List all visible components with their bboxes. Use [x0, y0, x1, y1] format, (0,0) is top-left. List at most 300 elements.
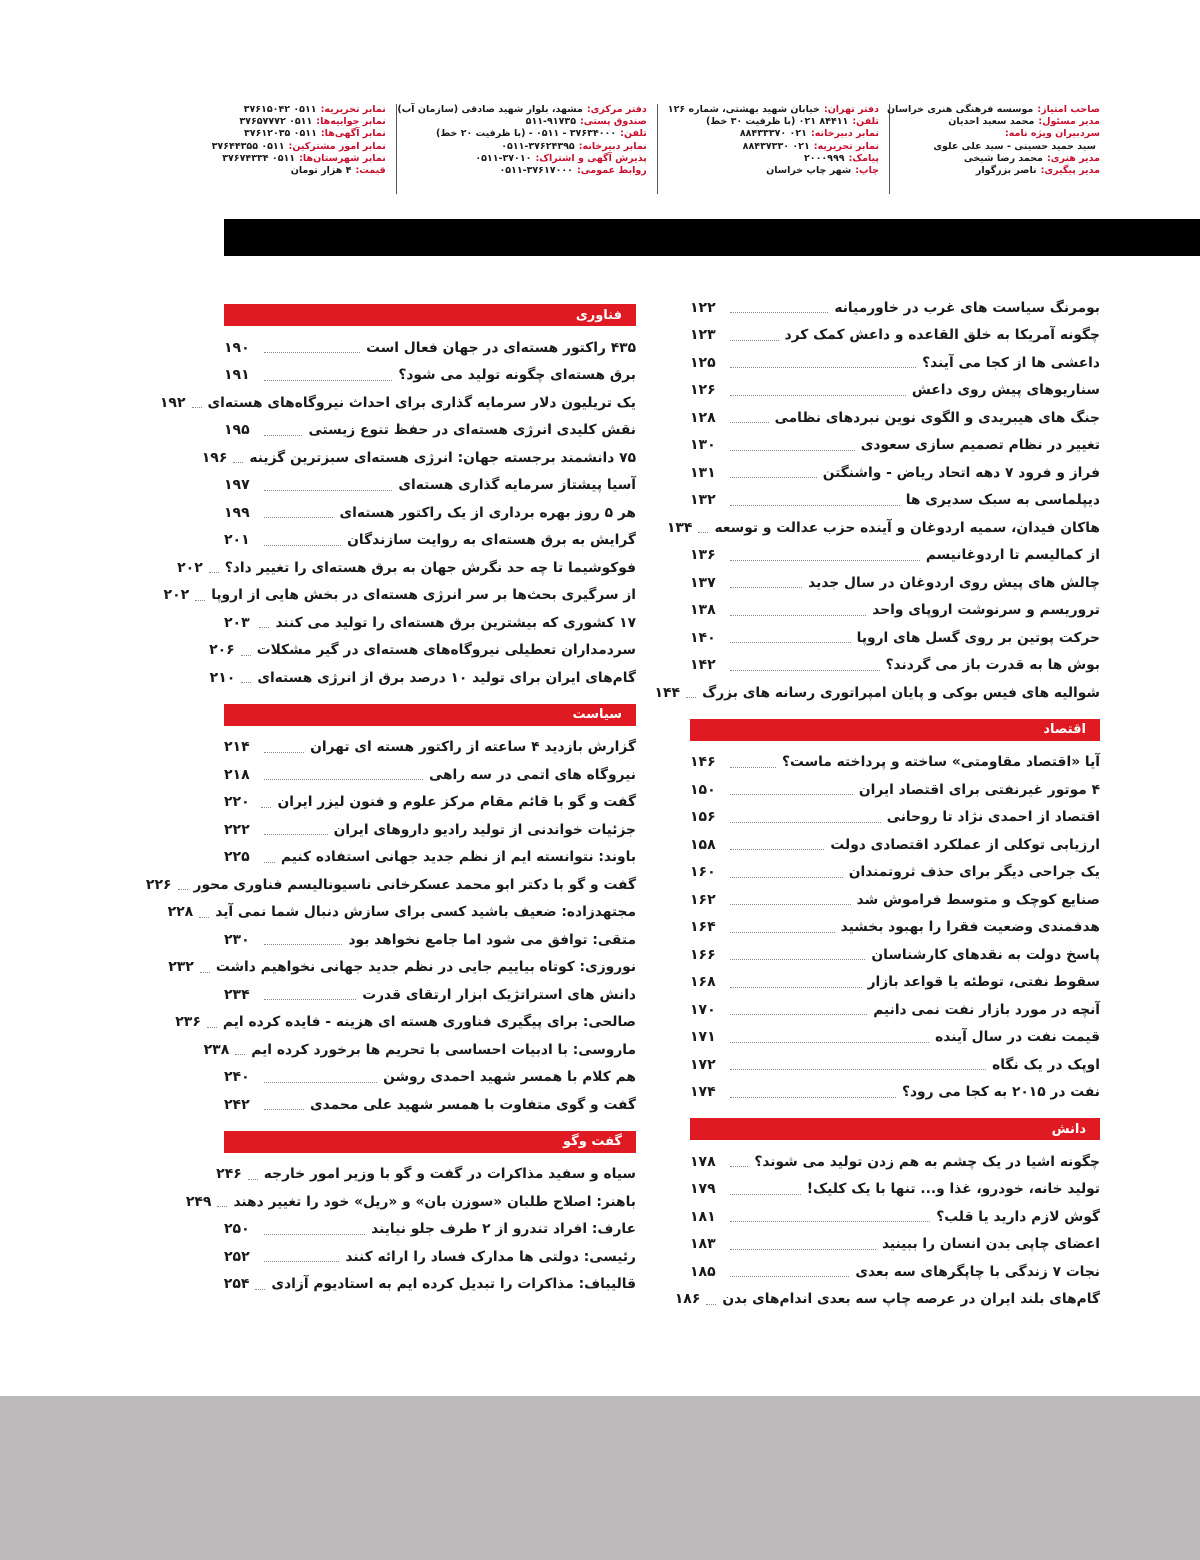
toc-entry-title: اوپک در یک نگاه: [992, 1056, 1100, 1073]
toc-entry-title: چگونه اشیا در یک چشم به هم زدن تولید می شوند؟: [754, 1153, 1100, 1170]
dot-leader: [199, 917, 209, 918]
toc-entry-page-number: ۱۵۸: [690, 836, 716, 853]
dot-leader: [730, 877, 843, 878]
masthead-row: [407, 153, 647, 165]
toc-entry-page-number: ۲۴۲: [224, 1096, 250, 1113]
toc-entry[interactable]: [201, 444, 636, 472]
toc-entry-page-number: ۲۰۶: [209, 642, 235, 659]
dot-leader: [730, 615, 866, 616]
section-header-left-2: [224, 1131, 636, 1153]
toc-entry-page-number: ۱۶۸: [690, 974, 716, 991]
masthead-value: ۴ هزار تومان: [290, 165, 352, 177]
toc-entry-title: گام‌های بلند ایران در عرصه چاپ سه بعدی اندام‌های بدن: [722, 1291, 1100, 1308]
masthead-value: ۰۲۱ ۸۸۴۳۷۳۳۰: [742, 140, 810, 152]
toc-entry-title: اعضای چاپی بدن انسان را ببینید: [881, 1236, 1100, 1253]
toc-entry-title: صالحی: برای پیگیری فناوری هسته ای هزینه - فایده کرده ایم: [222, 1014, 636, 1031]
toc-entry-page-number: ۱۳۲: [690, 492, 716, 509]
toc-entry-title: تولید خانه، خودرو، غذا و... تنها با یک کلیک!: [806, 1181, 1100, 1198]
toc-entry-title: سردمداران تعطیلی نیروگاه‌های هسته‌ای در گیر مشکلات: [256, 642, 636, 659]
toc-entry[interactable]: [690, 749, 1100, 777]
dot-leader: [730, 932, 835, 933]
toc-entry-page-number: ۱۲۸: [690, 409, 716, 426]
toc-entry[interactable]: [185, 1188, 636, 1216]
toc-entry-title: شوالیه های فیس بوکی و پایان امپراتوری رسانه های بزرگ: [702, 684, 1100, 701]
masthead-value: ۰۵۱۱ ۳۷۶۷۴۳۳۴: [222, 152, 296, 164]
masthead-label: مدیر مسئول:: [1038, 116, 1100, 128]
toc-entry[interactable]: [654, 679, 1100, 707]
toc-entry-page-number: ۱۳۶: [690, 547, 716, 564]
toc-entry-title: بوش ها به قدرت باز می گردند؟: [885, 657, 1100, 674]
dot-leader: [730, 904, 851, 905]
dot-leader: [264, 435, 302, 436]
masthead-col-fax-numbers: [202, 104, 386, 194]
toc-entry[interactable]: [690, 914, 1100, 942]
toc-entry[interactable]: [177, 554, 636, 582]
toc-entry-page-number: ۱۲۳: [690, 327, 716, 344]
section-header-label: گفت وگو: [563, 1134, 622, 1149]
toc-entry-page-number: ۲۳۶: [175, 1014, 201, 1031]
masthead-value: ناصر بزرگوار: [975, 165, 1037, 177]
toc-entry-page-number: ۱۷۹: [690, 1181, 716, 1198]
masthead-value: ۰۵۱۱-۳۷۶۱۷۰۰۰: [499, 165, 573, 177]
toc-entry[interactable]: [224, 761, 636, 789]
masthead-label: نمابر دبیرخانه:: [578, 140, 647, 152]
dot-leader: [264, 1109, 304, 1110]
masthead-value: ۰۵۱۱ ۳۷۶۱۵۰۴۲: [243, 104, 317, 115]
toc-entry[interactable]: [690, 294, 1100, 322]
masthead-col-tehran-office: [657, 104, 879, 194]
masthead-row: [886, 104, 1100, 116]
dot-leader: [730, 450, 855, 451]
toc-entry-title: ارزیابی توکلی از عملکرد اقتصادی دولت: [830, 836, 1100, 853]
toc-entry-title: گام‌های ایران برای تولید ۱۰ درصد برق از انرژی هسته‌ای: [257, 669, 636, 686]
toc-entry-page-number: ۱۷۲: [690, 1056, 716, 1073]
toc-entry[interactable]: [224, 1271, 636, 1299]
toc-entry[interactable]: [690, 652, 1100, 680]
toc-entry-page-number: ۲۵۰: [224, 1221, 250, 1238]
masthead-row: [900, 165, 1100, 177]
toc-entry-title: آسیا پیشتاز سرمایه گذاری هسته‌ای: [398, 477, 636, 494]
toc-entry-title: گفت و گو با قائم مقام مرکز علوم و فنون لیزر ایران: [277, 794, 636, 811]
toc-entry-title: سیاه و سفید مذاکرات در گفت و گو با وزیر امور خارجه: [263, 1166, 636, 1183]
section-header-left-0: [224, 304, 636, 326]
toc-entry[interactable]: [203, 1036, 636, 1064]
masthead-row: [407, 116, 647, 128]
toc-entry[interactable]: [690, 831, 1100, 859]
dot-leader: [264, 944, 342, 945]
dot-leader: [730, 505, 900, 506]
toc-entry[interactable]: [224, 334, 636, 362]
toc-entry-title: فوکوشیما تا چه حد نگرش جهان به برق هسته‌ای را تغییر داد؟: [224, 559, 636, 576]
toc-entry-title: نفت در ۲۰۱۵ به کجا می رود؟: [901, 1084, 1100, 1101]
toc-entry-page-number: ۱۸۶: [674, 1291, 701, 1308]
toc-entry-page-number: ۲۴۶: [216, 1166, 242, 1183]
toc-entry[interactable]: [690, 1231, 1100, 1259]
toc-entry-page-number: ۱۲۶: [690, 382, 716, 399]
masthead-label: دفتر مرکزی:: [586, 104, 647, 115]
toc-left-column: [145, 294, 636, 1298]
toc-entry-page-number: ۱۳۰: [690, 437, 716, 454]
section-header-right-0: [690, 719, 1100, 741]
toc-entry-page-number: ۱۶۲: [690, 891, 716, 908]
masthead-row: [668, 116, 879, 128]
masthead-row: [900, 128, 1100, 140]
masthead-row: [212, 141, 386, 153]
toc-entry[interactable]: [163, 582, 636, 610]
toc-entry-page-number: ۲۲۶: [145, 876, 172, 893]
toc-entry-title: تروریسم و سرنوشت اروپای واحد: [872, 602, 1100, 619]
toc-entry-page-number: ۲۳۴: [224, 986, 250, 1003]
toc-entry-page-number: ۲۰۲: [177, 559, 203, 576]
toc-entry[interactable]: [666, 514, 1100, 542]
masthead-label: نمابر تحریریه:: [320, 104, 386, 115]
toc-entry[interactable]: [690, 569, 1100, 597]
toc-entry-title: از سرگیری بحث‌ها بر سر انرژی هسته‌ای در بخش هایی از اروپا: [211, 587, 636, 604]
toc-entry[interactable]: [690, 859, 1100, 887]
toc-entry-title: ۴ موتور غیرنفتی برای اقتصاد ایران: [858, 781, 1100, 798]
masthead-row: [900, 153, 1100, 165]
toc-entry-page-number: ۱۴۶: [690, 754, 716, 771]
toc-entry-page-number: ۱۳۷: [690, 574, 716, 591]
masthead-row: [212, 128, 386, 140]
toc-entry-title: رئیسی: دولتی ها مدارک فساد را ارائه کنند: [345, 1248, 636, 1265]
toc-entry-title: نجات ۷ زندگی با چاپگرهای سه بعدی: [855, 1263, 1100, 1280]
toc-entry[interactable]: [690, 542, 1100, 570]
dot-leader: [686, 697, 696, 698]
toc-entry-page-number: ۱۷۸: [690, 1153, 716, 1170]
dot-leader: [730, 1097, 896, 1098]
dot-leader: [264, 1234, 365, 1235]
masthead-value: ۰۵۱۱ ۳۷۶۱۲۰۳۵: [243, 128, 317, 140]
toc-entry-title: مجتهدزاده: ضعیف باشید کسی برای سازش دنبال شما نمی آید: [215, 904, 636, 921]
toc-entry[interactable]: [224, 981, 636, 1009]
toc-entry-title: پاسخ دولت به نقدهای کارشناسان: [871, 946, 1100, 963]
masthead-label: نمابر امور مشترکین:: [288, 140, 386, 152]
section-header-label: اقتصاد: [1043, 722, 1086, 737]
toc-entry[interactable]: [224, 1243, 636, 1271]
dot-leader: [264, 1082, 377, 1083]
dot-leader: [217, 1206, 227, 1207]
toc-entry[interactable]: [216, 1161, 636, 1189]
toc-entry-title: ۱۷ کشوری که بیشترین برق هسته‌ای را تولید می کنند: [275, 614, 636, 631]
dot-leader: [233, 462, 243, 463]
toc-entry-title: نقش کلیدی انرژی هسته‌ای در حفظ تنوع زیستی: [308, 422, 636, 439]
dot-leader: [730, 395, 906, 396]
toc-entry-title: یک تریلیون دلار سرمایه گذاری برای احداث نیروگاه‌های هسته‌ای: [207, 394, 636, 411]
masthead-label: نمابر تحریریه:: [813, 140, 879, 152]
toc-entry[interactable]: [690, 1079, 1100, 1107]
section-header-label: دانش: [1051, 1121, 1086, 1137]
dot-leader: [235, 1054, 245, 1055]
toc-entry-page-number: ۱۲۵: [690, 354, 716, 371]
masthead-value: محمد سعید احدیان: [948, 116, 1035, 128]
toc-entry-title: صنایع کوچک و متوسط فراموش شد: [856, 891, 1100, 908]
dot-leader: [264, 1261, 339, 1262]
masthead-value: ۰۵۱۱ ۳۷۶۵۷۷۷۲: [239, 116, 313, 128]
dot-leader: [730, 822, 881, 823]
masthead-label: صاحب امتیاز:: [1037, 104, 1100, 115]
masthead-row: [407, 165, 647, 177]
toc-entry-page-number: ۱۹۹: [224, 504, 250, 521]
dot-leader: [264, 999, 356, 1000]
dot-leader: [264, 545, 341, 546]
toc-entry[interactable]: [145, 871, 636, 899]
toc-entry-page-number: ۲۰۲: [163, 587, 190, 604]
toc-entry-page-number: ۲۱۰: [209, 669, 236, 686]
toc-entry[interactable]: [224, 362, 636, 390]
toc-entry-page-number: ۲۲۲: [224, 821, 250, 838]
toc-entry-title: گفت و گوی متفاوت با همسر شهید علی محمدی: [309, 1096, 636, 1113]
masthead-label: پیامک:: [848, 152, 879, 164]
toc-entry[interactable]: [224, 472, 636, 500]
masthead-row: [668, 153, 879, 165]
dot-leader: [264, 352, 360, 353]
dot-leader: [706, 1304, 716, 1305]
dot-leader: [259, 627, 269, 628]
toc-entry-title: دانش های استراتژیک ابزار ارتقای قدرت: [362, 986, 636, 1003]
toc-entry-title: یک جراحی دیگر برای حذف ثروتمندان: [848, 864, 1100, 881]
toc-entry-title: گرایش به برق هسته‌ای به روایت سازندگان: [347, 532, 636, 549]
toc-entry[interactable]: [224, 417, 636, 445]
toc-entry-page-number: ۱۹۲: [159, 394, 186, 411]
dot-leader: [730, 767, 776, 768]
dot-leader: [730, 987, 862, 988]
masthead-label: تلفن:: [852, 116, 879, 128]
toc-entry[interactable]: [690, 996, 1100, 1024]
dot-leader: [730, 340, 779, 341]
masthead-col-central-office: [396, 104, 647, 194]
masthead-label: سردبیران ویژه نامه:: [1004, 128, 1100, 140]
masthead-row: [900, 141, 1100, 153]
dot-leader: [730, 670, 880, 671]
toc-entry[interactable]: [674, 1286, 1100, 1314]
toc-entry[interactable]: [168, 954, 636, 982]
toc-entry[interactable]: [224, 1064, 636, 1092]
toc-entry-page-number: ۱۵۰: [690, 781, 716, 798]
toc-entry[interactable]: [224, 789, 636, 817]
toc-entry-page-number: ۱۹۶: [201, 449, 228, 466]
toc-entry[interactable]: [690, 432, 1100, 460]
toc-entry-title: متقی: توافق می شود اما جامع نخواهد بود: [348, 931, 636, 948]
masthead-value: شهر چاپ خراسان: [766, 165, 852, 177]
masthead-value: ۰۵۱۱-۳۷۶۲۴۳۹۵: [501, 140, 575, 152]
dot-leader: [730, 1249, 876, 1250]
toc-entry-page-number: ۱۲۲: [690, 299, 716, 316]
header-black-band: [224, 219, 1200, 256]
masthead-label: قیمت:: [355, 165, 386, 177]
toc-entry[interactable]: [224, 926, 636, 954]
toc-entry[interactable]: [690, 597, 1100, 625]
toc-entry-page-number: ۱۷۴: [690, 1084, 716, 1101]
section-header-right-1: [690, 1118, 1100, 1140]
dot-leader: [730, 367, 916, 368]
toc-entry-title: باهنر: اصلاح طلبان «سوزن بان» و «ریل» خود را تغییر دهند: [233, 1193, 636, 1210]
dot-leader: [264, 779, 423, 780]
toc-entry-page-number: ۲۰۳: [224, 614, 250, 631]
toc-entry[interactable]: [159, 389, 636, 417]
toc-entry-title: جزئیات خواندنی از تولید رادیو داروهای ایران: [333, 821, 636, 838]
toc-entry-title: از کمالیسم تا اردوغانیسم: [925, 547, 1100, 564]
toc-entry-page-number: ۱۸۳: [690, 1236, 716, 1253]
masthead-row: [668, 128, 879, 140]
toc-entry[interactable]: [690, 377, 1100, 405]
toc-entry[interactable]: [690, 941, 1100, 969]
toc-entry[interactable]: [690, 1203, 1100, 1231]
toc-entry-page-number: ۱۵۶: [690, 809, 716, 826]
toc-entry[interactable]: [690, 1024, 1100, 1052]
toc-entry[interactable]: [224, 844, 636, 872]
toc-entry[interactable]: [224, 816, 636, 844]
toc-entry-title: قالیباف: مذاکرات را تبدیل کرده ایم به استادیوم آزادی: [271, 1276, 636, 1293]
dot-leader: [730, 1221, 930, 1222]
toc-entry[interactable]: [224, 1091, 636, 1119]
dot-leader: [730, 1069, 986, 1070]
masthead-value: خیابان شهید بهشتی، شماره ۱۲۶: [667, 104, 820, 115]
masthead-label: دفتر تهران:: [823, 104, 879, 115]
masthead-row: [397, 104, 647, 116]
masthead-value: ۵۱۱-۹۱۷۳۵: [525, 116, 576, 128]
toc-entry-title: حرکت پوتین بر روی گسل های اروپا: [856, 629, 1100, 646]
toc-entry[interactable]: [690, 776, 1100, 804]
toc-entry-title: ۷۵ دانشمند برجسته جهان: انرژی هسته‌ای سبزترین گزینه: [249, 449, 636, 466]
toc-entry-title: فراز و فرود ۷ دهه اتحاد ریاض - واشنگتن: [822, 464, 1100, 481]
dot-leader: [730, 1276, 849, 1277]
dot-leader: [264, 490, 392, 491]
dot-leader: [730, 560, 920, 561]
masthead-label: روابط عمومی:: [576, 165, 647, 177]
toc-entry-title: آنچه در مورد بازار نفت نمی دانیم: [873, 1001, 1100, 1018]
toc-entry[interactable]: [224, 527, 636, 555]
masthead-value: موسسه فرهنگی هنری خراسان: [886, 104, 1034, 115]
toc-entry-title: دیپلماسی به سبک سدیری ها: [905, 492, 1100, 509]
masthead-row: [668, 165, 879, 177]
toc-entry-page-number: ۱۶۴: [690, 919, 716, 936]
toc-entry-title: آیا «اقتصاد مقاومتی» ساخته و پرداخته ماست؟: [781, 754, 1100, 771]
toc-entry-title: چالش های پیش روی اردوغان در سال جدید: [808, 574, 1100, 591]
masthead-row: [900, 116, 1100, 128]
dot-leader: [698, 532, 708, 533]
toc-entry[interactable]: [690, 1176, 1100, 1204]
masthead-label: پذیرش آگهی و اشتراک:: [535, 152, 647, 164]
dot-leader: [241, 655, 251, 656]
toc-entry[interactable]: [167, 899, 636, 927]
dot-leader: [248, 1179, 258, 1180]
masthead-label: نمابر دبیرخانه:: [810, 128, 879, 140]
dot-leader: [730, 642, 851, 643]
toc-entry[interactable]: [224, 1216, 636, 1244]
toc-entry-title: نیروگاه های اتمی در سه راهی: [428, 766, 636, 783]
masthead-value: مشهد، بلوار شهید صادقی (سازمان آب): [397, 104, 583, 115]
toc-entry-title: جنگ های هیبریدی و الگوی نوین نبردهای نظامی: [774, 409, 1100, 426]
masthead-value: ۰۵۱۱ ۳۷۶۴۴۳۵۵: [211, 140, 285, 152]
masthead-row: [212, 116, 386, 128]
toc-entry[interactable]: [690, 886, 1100, 914]
toc-entry-page-number: ۱۸۵: [690, 1263, 716, 1280]
toc-entry-page-number: ۲۳۰: [224, 931, 250, 948]
toc-entry-title: سناریوهای پیش روی داعش: [911, 382, 1100, 399]
dot-leader: [209, 572, 219, 573]
toc-entry-page-number: ۱۹۷: [224, 477, 250, 494]
toc-entry-page-number: ۲۴۰: [224, 1069, 250, 1086]
toc-entry[interactable]: [224, 734, 636, 762]
toc-entry[interactable]: [224, 499, 636, 527]
masthead-label: نمابر شهرستان‌ها:: [299, 152, 386, 164]
toc-entry[interactable]: [690, 349, 1100, 377]
dot-leader: [255, 1289, 265, 1290]
toc-entry-page-number: ۱۹۰: [224, 339, 250, 356]
toc-entry-page-number: ۱۹۵: [224, 422, 250, 439]
toc-entry-title: هدفمندی وضعیت فقرا را بهبود بخشید: [840, 919, 1100, 936]
dot-leader: [241, 682, 251, 683]
masthead-label: نمابر جوابیه‌ها:: [316, 116, 386, 128]
toc-entry[interactable]: [690, 969, 1100, 997]
masthead: [211, 104, 1100, 198]
toc-entry-page-number: ۱۳۱: [690, 464, 716, 481]
toc-entry-page-number: ۱۴۴: [654, 684, 681, 701]
toc-entry-page-number: ۲۱۴: [224, 739, 250, 756]
dot-leader: [730, 959, 865, 960]
toc-entry-page-number: ۲۲۵: [224, 849, 250, 866]
dot-leader: [264, 834, 328, 835]
toc-entry[interactable]: [690, 1051, 1100, 1079]
toc-entry-page-number: ۱۳۴: [666, 519, 693, 536]
toc-entry-page-number: ۲۰۱: [224, 532, 250, 549]
toc-entry-title: تغییر در نظام تصمیم سازی سعودی: [860, 437, 1100, 454]
masthead-label: تلفن:: [620, 128, 647, 140]
toc-entry[interactable]: [690, 804, 1100, 832]
dot-leader: [730, 794, 853, 795]
toc-entry-title: هم کلام با همسر شهید احمدی روشن: [383, 1069, 636, 1086]
toc-entry[interactable]: [690, 487, 1100, 515]
toc-entry-title: نوروزی: کوتاه بیاییم جایی در نظم جدید جهانی نخواهیم داشت: [215, 959, 636, 976]
toc-entry[interactable]: [175, 1009, 636, 1037]
section-header-label: فناوری: [575, 307, 622, 323]
toc-entry-title: عارف: افراد تندرو از ۲ طرف جلو نیایند: [371, 1221, 636, 1238]
toc-entry[interactable]: [690, 404, 1100, 432]
toc-entry-title: ۴۳۵ راکتور هسته‌ای در جهان فعال است: [366, 339, 636, 356]
toc-entry[interactable]: [690, 1148, 1100, 1176]
toc-entry-page-number: ۱۷۱: [690, 1029, 716, 1046]
toc-entry-page-number: ۱۴۲: [690, 657, 716, 674]
toc-entry-page-number: ۲۱۸: [224, 766, 250, 783]
dot-leader: [730, 312, 828, 313]
masthead-value: ۲۰۰۰۹۹۹: [803, 152, 845, 164]
toc-entry[interactable]: [690, 1258, 1100, 1286]
dot-leader: [730, 1042, 929, 1043]
toc-entry[interactable]: [209, 637, 636, 665]
toc-entry[interactable]: [690, 459, 1100, 487]
masthead-label: چاپ:: [855, 165, 879, 177]
dot-leader: [192, 407, 202, 408]
toc-entry-page-number: ۲۳۸: [203, 1041, 230, 1058]
dot-leader: [178, 889, 188, 890]
dot-leader: [264, 517, 333, 518]
dot-leader: [730, 587, 802, 588]
toc-entry-title: گوش لازم دارید یا قلب؟: [936, 1208, 1100, 1225]
toc-entry[interactable]: [690, 322, 1100, 350]
toc-entry-page-number: ۲۲۸: [167, 904, 194, 921]
toc-entry[interactable]: [224, 609, 636, 637]
dot-leader: [730, 1166, 748, 1167]
toc-entry-page-number: ۲۲۰: [224, 794, 250, 811]
toc-entry[interactable]: [690, 624, 1100, 652]
toc-entry[interactable]: [209, 664, 636, 692]
toc-entry-page-number: ۱۶۶: [690, 946, 716, 963]
toc-entry-title: اقتصاد از احمدی نژاد تا روحانی: [886, 809, 1100, 826]
dot-leader: [730, 849, 824, 850]
toc-entry-title: گفت و گو با دکتر ابو محمد عسکرخانی ناسیونالیسم فناوری محور: [193, 876, 636, 893]
toc-entry-title: باوند: نتوانسته ایم از نظم جدید جهانی استفاده کنیم: [280, 849, 636, 866]
